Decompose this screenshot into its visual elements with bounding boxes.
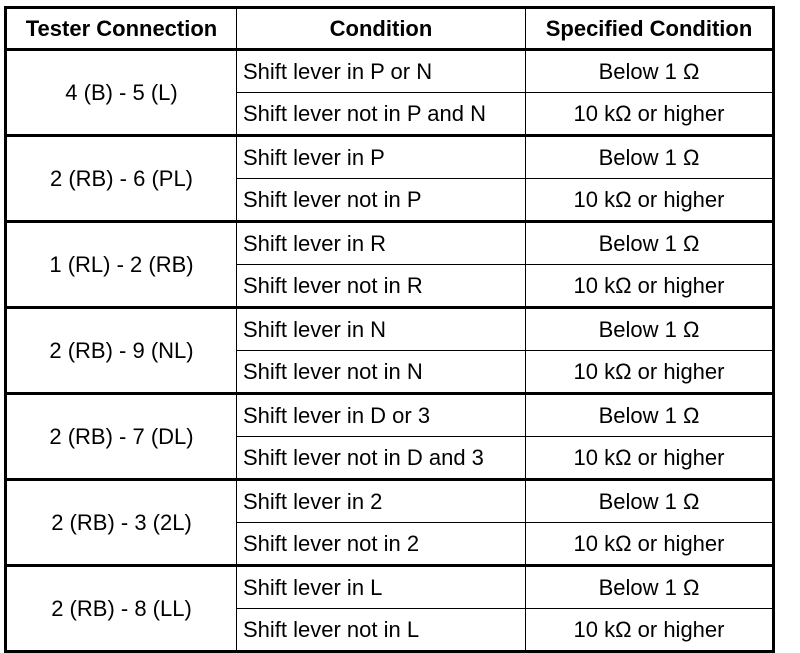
tester-connection-cell: 2 (RB) - 7 (DL): [6, 394, 237, 480]
specified-condition-cell: Below 1 Ω: [526, 222, 774, 265]
specified-condition-cell: 10 kΩ or higher: [526, 351, 774, 394]
specified-condition-cell: 10 kΩ or higher: [526, 609, 774, 652]
condition-cell: Shift lever in D or 3: [237, 394, 526, 437]
condition-cell: Shift lever in P or N: [237, 50, 526, 93]
table-row: [6, 50, 774, 93]
condition-cell: Shift lever not in 2: [237, 523, 526, 566]
condition-cell: Shift lever not in D and 3: [237, 437, 526, 480]
header-row: [6, 8, 774, 50]
table-header: [6, 8, 774, 50]
specified-condition-cell: Below 1 Ω: [526, 480, 774, 523]
specified-condition-cell: 10 kΩ or higher: [526, 265, 774, 308]
specified-condition-cell: Below 1 Ω: [526, 136, 774, 179]
tester-connection-cell: 4 (B) - 5 (L): [6, 50, 237, 136]
specified-condition-cell: Below 1 Ω: [526, 566, 774, 609]
specified-condition-cell: Below 1 Ω: [526, 308, 774, 351]
specified-condition-cell: 10 kΩ or higher: [526, 93, 774, 136]
tester-connection-cell: 1 (RL) - 2 (RB): [6, 222, 237, 308]
condition-cell: Shift lever in L: [237, 566, 526, 609]
table-row: [6, 308, 774, 351]
condition-cell: Shift lever not in L: [237, 609, 526, 652]
header-condition: Condition: [237, 8, 526, 50]
tester-connection-cell: 2 (RB) - 6 (PL): [6, 136, 237, 222]
tester-connection-cell: 2 (RB) - 3 (2L): [6, 480, 237, 566]
condition-cell: Shift lever not in P: [237, 179, 526, 222]
condition-cell: Shift lever not in N: [237, 351, 526, 394]
table-body: [6, 50, 774, 652]
specification-table: [4, 6, 775, 653]
specified-condition-cell: Below 1 Ω: [526, 394, 774, 437]
condition-cell: Shift lever in R: [237, 222, 526, 265]
tester-connection-cell: 2 (RB) - 8 (LL): [6, 566, 237, 652]
table-row: [6, 136, 774, 179]
condition-cell: Shift lever in N: [237, 308, 526, 351]
table-row: [6, 394, 774, 437]
condition-cell: Shift lever in P: [237, 136, 526, 179]
header-tester-connection: Tester Connection: [6, 8, 237, 50]
table-row: [6, 222, 774, 265]
header-specified-condition: Specified Condition: [526, 8, 774, 50]
specified-condition-cell: 10 kΩ or higher: [526, 179, 774, 222]
condition-cell: Shift lever in 2: [237, 480, 526, 523]
table-row: [6, 566, 774, 609]
specified-condition-cell: 10 kΩ or higher: [526, 437, 774, 480]
tester-connection-cell: 2 (RB) - 9 (NL): [6, 308, 237, 394]
specified-condition-cell: Below 1 Ω: [526, 50, 774, 93]
condition-cell: Shift lever not in P and N: [237, 93, 526, 136]
table-row: [6, 480, 774, 523]
condition-cell: Shift lever not in R: [237, 265, 526, 308]
specified-condition-cell: 10 kΩ or higher: [526, 523, 774, 566]
